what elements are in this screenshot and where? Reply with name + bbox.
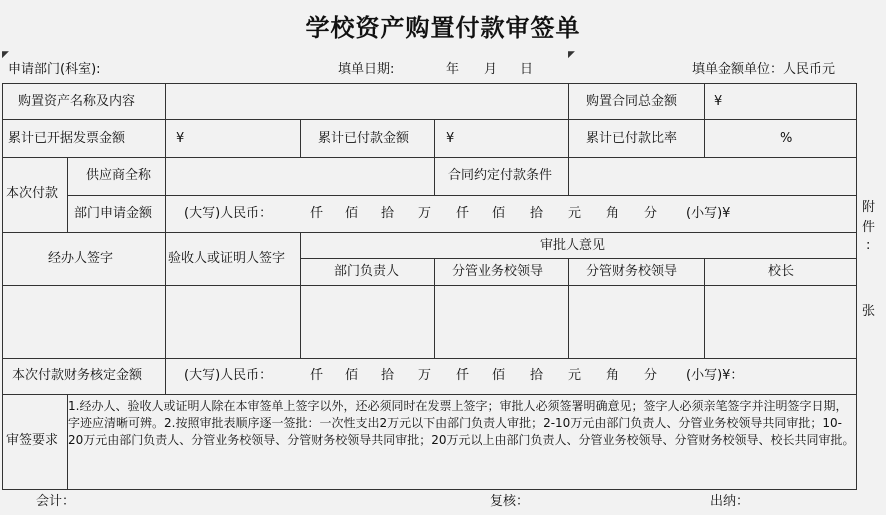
paid-label: 累计已付款金额 [318, 131, 410, 146]
denom-bai: 佰 [492, 206, 506, 221]
vp-in-charge-label: 分管业务校领导 [452, 264, 544, 279]
dept-head-label: 部门负责人 [334, 264, 400, 279]
attachment-char-1: 附 [862, 200, 876, 215]
denom-qian: 仟 [310, 368, 324, 383]
dept-amount-label: 部门申请金额 [74, 206, 153, 221]
supplier-label: 供应商全称 [86, 168, 152, 183]
denom-bai: 佰 [492, 368, 506, 383]
dept-label: 申请部门(科室): [8, 62, 101, 77]
acceptor-label: 验收人或证明人签字 [168, 251, 286, 266]
denom-shi: 拾 [530, 206, 544, 221]
asset-name-label: 购置资产名称及内容 [18, 94, 136, 109]
denom-qian: 仟 [456, 368, 470, 383]
paid-ratio-label: 累计已付款比率 [586, 131, 678, 146]
denom-jiao: 角 [606, 206, 620, 221]
attachment-colon: : [866, 238, 871, 253]
verified-small-label: (小写)¥： [686, 368, 744, 383]
denom-qian: 仟 [456, 206, 470, 221]
denom-yuan: 元 [568, 206, 582, 221]
month-label: 月 [484, 62, 498, 77]
year-label: 年 [446, 62, 460, 77]
corner-mark: ◤ [2, 50, 9, 60]
day-label: 日 [520, 62, 534, 77]
cashier-label: 出纳： [710, 494, 750, 509]
denom-bai: 佰 [345, 206, 359, 221]
president-label: 校长 [768, 264, 795, 279]
requirements-text: 1.经办人、验收人或证明人除在本审签单上签字以外，还必须同时在发票上签字；审批人必须签署明确意见；签字人必须亲笔签字并注明签字日期，字迹应清晰可辨。2.按照审批表顺序逐一签批：一次性支出2万元以下由部门负责人审批；2-10万元由部门负责人、分管业务校领导共同审批；10-20万元由部门负责人、分管业务校领导、分管财务校领导共同审批；20万元以上由部门负责人、分管业务校领导、分管财务校领导、校长共同审批。 [68, 399, 855, 447]
payment-terms-label: 合同约定付款条件 [448, 168, 553, 183]
attachment-sheets: 张 [862, 304, 876, 319]
approver-opinion-label: 审批人意见 [540, 238, 606, 253]
denom-qian: 仟 [310, 206, 324, 221]
verified-amount-label: 本次付款财务核定金额 [12, 368, 143, 383]
paid-yen: ¥ [446, 131, 455, 146]
accountant-label: 会计： [36, 494, 76, 509]
contract-total-label: 购置合同总金额 [586, 94, 678, 109]
handler-label: 经办人签字 [48, 251, 114, 266]
denom-shi: 拾 [381, 206, 395, 221]
percent-sign: % [780, 131, 793, 146]
contract-total-yen: ¥ [714, 94, 723, 109]
denom-shi: 拾 [381, 368, 395, 383]
form-title: 学校资产购置付款审签单 [305, 13, 581, 42]
denom-wan: 万 [418, 206, 432, 221]
verified-words-label: (大写)人民币： [184, 368, 273, 383]
denom-wan: 万 [418, 368, 432, 383]
requirements-label: 审签要求 [6, 433, 59, 448]
denom-jiao: 角 [606, 368, 620, 383]
reviewer-label: 复核： [490, 494, 530, 509]
denom-yuan: 元 [568, 368, 582, 383]
denom-bai: 佰 [345, 368, 359, 383]
amount-words-label: (大写)人民币： [184, 206, 273, 221]
denom-fen: 分 [644, 368, 658, 383]
date-label: 填单日期: [338, 62, 395, 77]
invoiced-label: 累计已开据发票金额 [8, 131, 126, 146]
finance-vp-label: 分管财务校领导 [586, 264, 678, 279]
attachment-char-2: 件 [862, 220, 876, 235]
unit-label: 填单金额单位：人民币元 [692, 62, 836, 77]
this-payment-label: 本次付款 [6, 186, 59, 201]
invoiced-yen: ¥ [176, 131, 185, 146]
denom-shi: 拾 [530, 368, 544, 383]
denom-fen: 分 [644, 206, 658, 221]
amount-small-label: (小写)¥ [686, 206, 731, 221]
corner-mark: ◤ [568, 50, 575, 60]
